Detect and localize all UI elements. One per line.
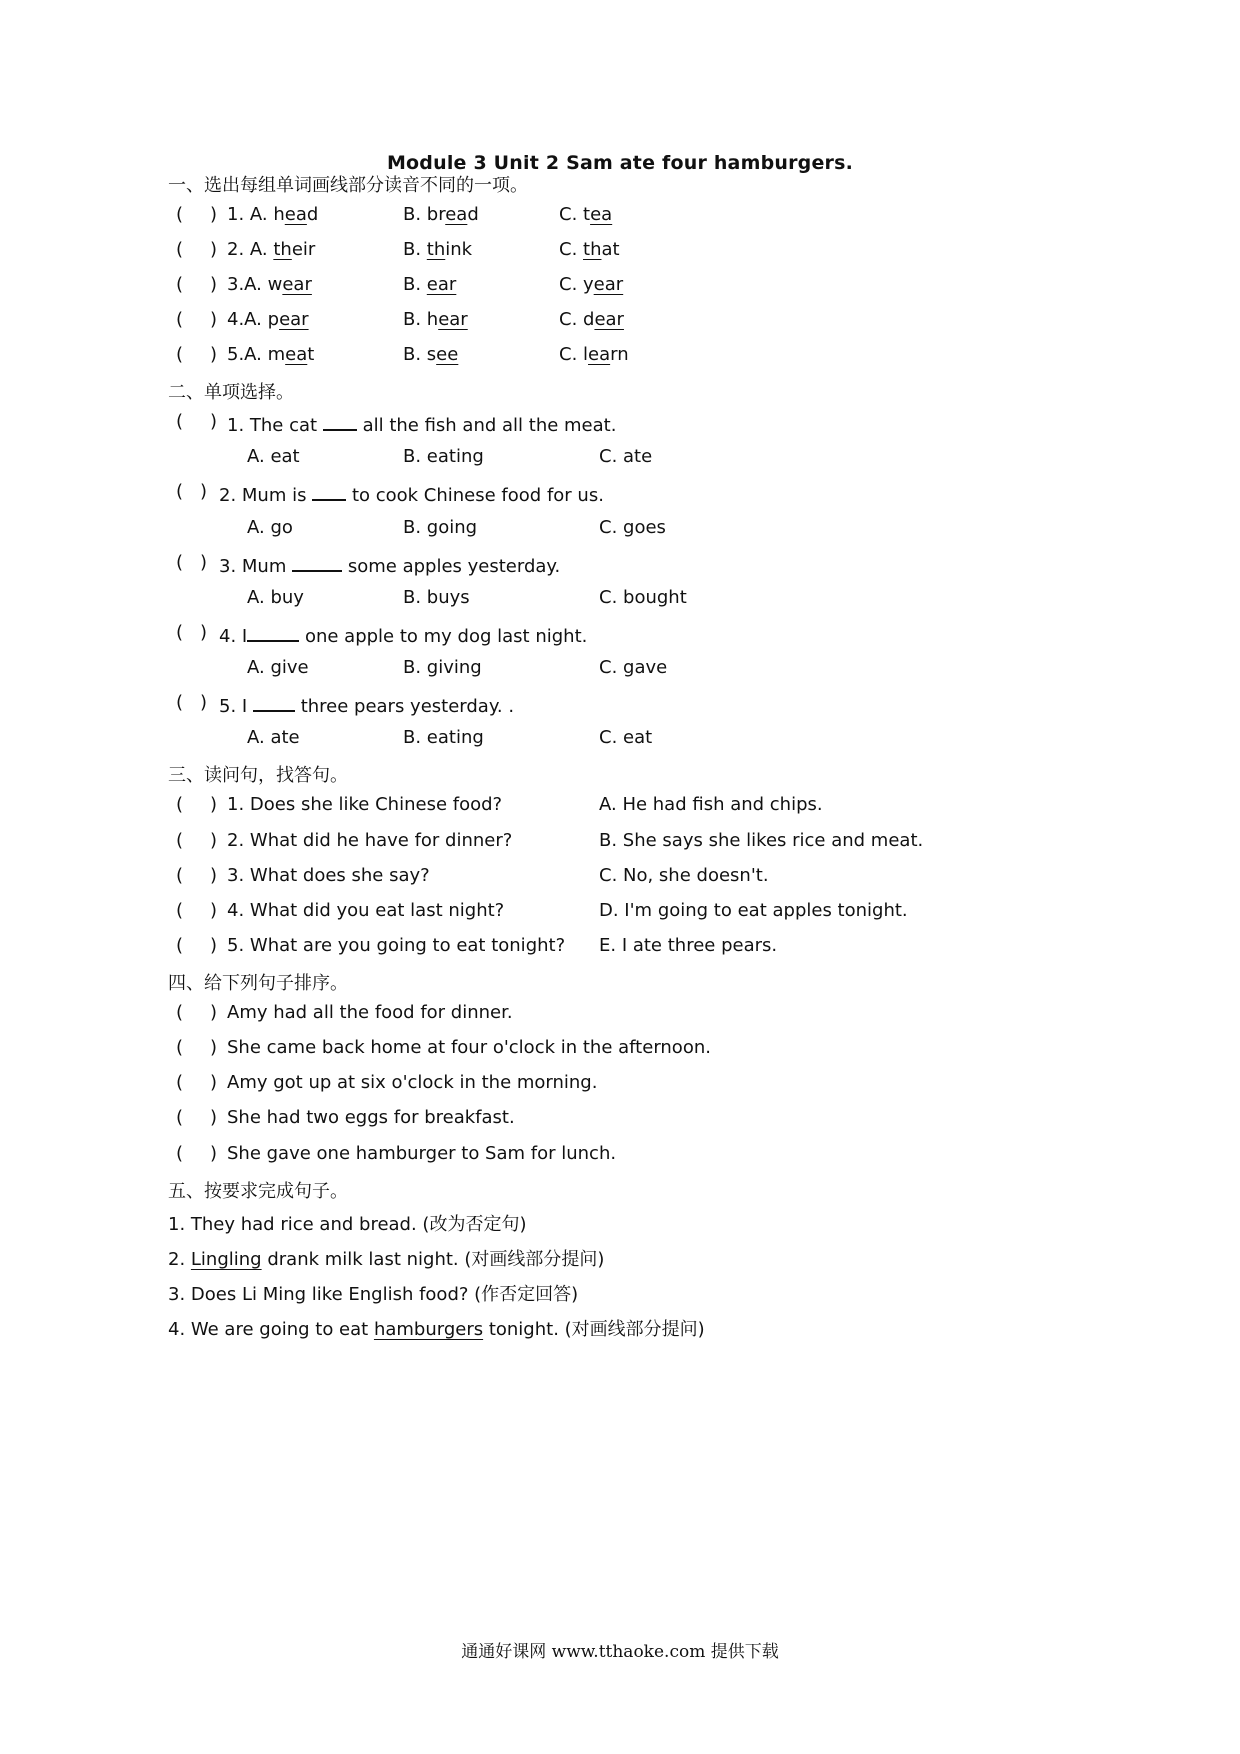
answer-text: E. I ate three pears.	[599, 935, 778, 956]
open-paren: (	[176, 239, 184, 260]
mc-options	[0, 727, 1240, 757]
option-c: C. gave	[599, 657, 668, 678]
close-paren: )	[210, 1002, 218, 1023]
open-paren: (	[176, 865, 184, 886]
option-c: C. tea	[559, 204, 613, 225]
sentence-text: She came back home at four o'clock in the afternoon.	[227, 1037, 711, 1058]
sentence-text: She had two eggs for breakfast.	[227, 1107, 515, 1128]
option-a: A. eat	[247, 446, 300, 467]
option-b: B. going	[403, 517, 478, 538]
close-paren: )	[210, 309, 218, 330]
answer-blank[interactable]	[247, 622, 299, 642]
option-b: B. bread	[403, 204, 479, 225]
section4-heading-row	[0, 969, 1240, 999]
option-a: A. give	[247, 657, 309, 678]
open-paren: (	[176, 900, 184, 921]
question-text: 3. What does she say?	[227, 865, 430, 886]
close-paren: )	[210, 900, 218, 921]
mc-question	[0, 622, 1240, 652]
option-b: B. eating	[403, 446, 484, 467]
option-b: B. giving	[403, 657, 482, 678]
open-paren: (	[176, 1143, 184, 1164]
order-item	[0, 1072, 1240, 1102]
close-paren: )	[200, 481, 208, 502]
question-text: 1. The cat all the fish and all the meat.	[227, 411, 616, 436]
option-b: B. eating	[403, 727, 484, 748]
option-b: B. think	[403, 239, 473, 260]
open-paren: (	[176, 622, 184, 643]
section-heading: 三、读问句，找答句。	[168, 765, 348, 786]
sentence-text: She gave one hamburger to Sam for lunch.	[227, 1143, 617, 1164]
mc-options	[0, 657, 1240, 687]
option-a: 4.A. pear	[227, 309, 309, 330]
underlined-word: Lingling	[190, 1249, 262, 1270]
open-paren: (	[176, 344, 184, 365]
section-heading: 四、给下列句子排序。	[168, 973, 348, 994]
option-a: 3.A. wear	[227, 274, 312, 295]
answer-blank[interactable]	[323, 411, 357, 431]
rewrite-item	[0, 1280, 1240, 1310]
answer-text: A. He had fish and chips.	[599, 794, 823, 815]
option-b: B. see	[403, 344, 459, 365]
option-c: C. learn	[559, 344, 629, 365]
answer-blank[interactable]	[292, 552, 342, 572]
mc-question	[0, 692, 1240, 722]
mc-question	[0, 552, 1240, 582]
section-heading: 五、按要求完成句子。	[168, 1181, 348, 1202]
question-text: 3. Mum some apples yesterday.	[219, 552, 560, 577]
answer-text: D. I'm going to eat apples tonight.	[599, 900, 908, 921]
option-b: B. buys	[403, 587, 470, 608]
phonics-item	[0, 274, 1240, 304]
sentence-text: Amy got up at six o'clock in the morning.	[227, 1072, 598, 1093]
question-text: 5. What are you going to eat tonight?	[227, 935, 566, 956]
page-title: Module 3 Unit 2 Sam ate four hamburgers.	[386, 152, 854, 174]
question-text: 1. Does she like Chinese food?	[227, 794, 503, 815]
sentence-text: Amy had all the food for dinner.	[227, 1002, 513, 1023]
match-row	[0, 935, 1240, 965]
order-item	[0, 1002, 1240, 1032]
mc-options	[0, 446, 1240, 476]
phonics-item	[0, 239, 1240, 269]
section2-heading-row	[0, 378, 1240, 408]
open-paren: (	[176, 1072, 184, 1093]
order-item	[0, 1107, 1240, 1137]
option-a: A. ate	[247, 727, 300, 748]
close-paren: )	[210, 204, 218, 225]
close-paren: )	[210, 1143, 218, 1164]
mc-options	[0, 587, 1240, 617]
mc-options	[0, 517, 1240, 547]
close-paren: )	[210, 1037, 218, 1058]
option-a: A. go	[247, 517, 293, 538]
match-row	[0, 830, 1240, 860]
answer-blank[interactable]	[253, 692, 295, 712]
open-paren: (	[176, 1002, 184, 1023]
open-paren: (	[176, 552, 184, 573]
close-paren: )	[200, 622, 208, 643]
question-text: 4. I one apple to my dog last night.	[219, 622, 587, 647]
close-paren: )	[210, 411, 218, 432]
footer-credit: 通通好课网 www.tthaoke.com 提供下载	[461, 1642, 779, 1662]
underlined-word: hamburgers	[373, 1319, 484, 1340]
section-heading: 一、选出每组单词画线部分读音不同的一项。	[168, 175, 528, 196]
option-a: 2. A. their	[227, 239, 316, 260]
open-paren: (	[176, 692, 184, 713]
open-paren: (	[176, 411, 184, 432]
option-b: B. ear	[403, 274, 457, 295]
match-row	[0, 794, 1240, 824]
open-paren: (	[176, 935, 184, 956]
close-paren: )	[210, 1107, 218, 1128]
section-heading: 二、单项选择。	[168, 382, 294, 403]
match-row	[0, 865, 1240, 895]
option-c: C. eat	[599, 727, 653, 748]
question-text: 2. What did he have for dinner?	[227, 830, 513, 851]
phonics-item	[0, 344, 1240, 374]
rewrite-text: 3. Does Li Ming like English food? (作否定回答)	[168, 1284, 579, 1305]
question-text: 5. I three pears yesterday. .	[219, 692, 514, 717]
close-paren: )	[210, 935, 218, 956]
rewrite-item	[0, 1210, 1240, 1240]
close-paren: )	[210, 865, 218, 886]
rewrite-item	[0, 1315, 1240, 1345]
rewrite-text: 4. We are going to eat hamburgers tonight. (对画线部分提问)	[168, 1319, 705, 1340]
close-paren: )	[210, 830, 218, 851]
option-c: C. dear	[559, 309, 624, 330]
open-paren: (	[176, 204, 184, 225]
mc-question	[0, 481, 1240, 511]
close-paren: )	[210, 794, 218, 815]
answer-text: C. No, she doesn't.	[599, 865, 769, 886]
section5-heading-row	[0, 1177, 1240, 1207]
order-item	[0, 1037, 1240, 1067]
phonics-item	[0, 309, 1240, 339]
question-text: 4. What did you eat last night?	[227, 900, 505, 921]
rewrite-item	[0, 1245, 1240, 1275]
option-a: 1. A. head	[227, 204, 319, 225]
close-paren: )	[210, 274, 218, 295]
open-paren: (	[176, 1037, 184, 1058]
open-paren: (	[176, 481, 184, 502]
close-paren: )	[210, 344, 218, 365]
order-item	[0, 1143, 1240, 1173]
close-paren: )	[210, 1072, 218, 1093]
question-text: 2. Mum is to cook Chinese food for us.	[219, 481, 604, 506]
close-paren: )	[210, 239, 218, 260]
rewrite-text: 1. They had rice and bread. (改为否定句)	[168, 1214, 527, 1235]
open-paren: (	[176, 309, 184, 330]
answer-blank[interactable]	[312, 481, 346, 501]
close-paren: )	[200, 552, 208, 573]
match-row	[0, 900, 1240, 930]
phonics-item	[0, 204, 1240, 234]
option-b: B. hear	[403, 309, 468, 330]
option-a: 5.A. meat	[227, 344, 315, 365]
option-a: A. buy	[247, 587, 304, 608]
option-c: C. bought	[599, 587, 687, 608]
option-c: C. goes	[599, 517, 666, 538]
open-paren: (	[176, 830, 184, 851]
mc-question	[0, 411, 1240, 441]
rewrite-text: 2. Lingling drank milk last night. (对画线部分提问)	[168, 1249, 605, 1270]
section1-heading-row	[0, 171, 1240, 201]
answer-text: B. She says she likes rice and meat.	[599, 830, 924, 851]
option-c: C. year	[559, 274, 624, 295]
open-paren: (	[176, 274, 184, 295]
section3-heading-row	[0, 761, 1240, 791]
close-paren: )	[200, 692, 208, 713]
open-paren: (	[176, 794, 184, 815]
open-paren: (	[176, 1107, 184, 1128]
option-c: C. ate	[599, 446, 653, 467]
option-c: C. that	[559, 239, 620, 260]
